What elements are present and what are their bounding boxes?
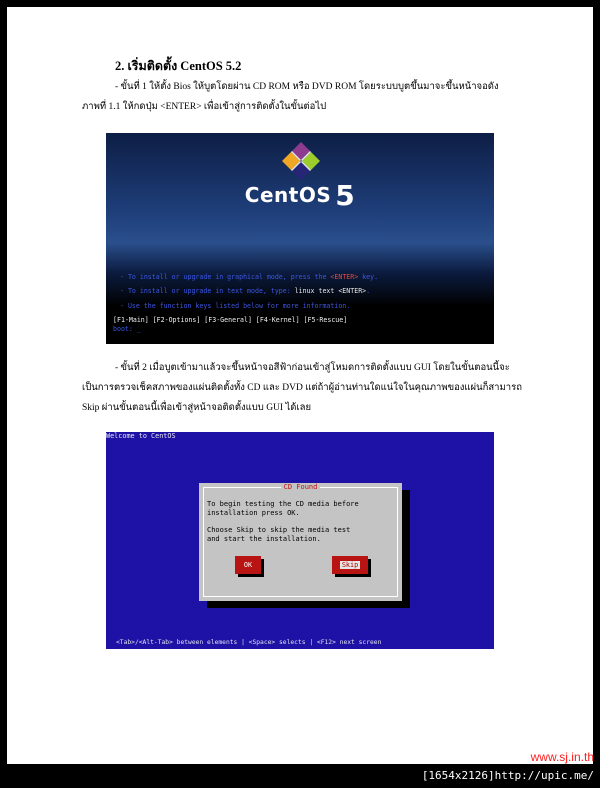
boot-line-2: - To install or upgrade in text mode, type: linux text <ENTER>. <box>120 287 371 295</box>
welcome-title: Welcome to CentOS <box>106 432 176 440</box>
boot-line-3: - Use the function keys listed below for more information. <box>120 302 351 310</box>
dialog-text-3: Choose Skip to skip the media test <box>207 526 351 534</box>
watermark-url[interactable]: www.sj.in.th <box>530 750 594 764</box>
ok-button[interactable]: OK <box>235 556 261 574</box>
dialog-title: CD Found <box>199 483 402 491</box>
paragraph-2-line-2: เป็นการตรวจเช็คสภาพของแผ่นติดตั้งทั้ง CD และ DVD แต่ถ้าผู้อ่านท่านใดแน่ใจในคุณภาพของแผ่นก็สามารถ <box>82 383 522 393</box>
function-keys-bar: [F1-Main] [F2-Options] [F3-General] [F4-Kernel] [F5-Rescue] <box>113 316 348 324</box>
skip-button[interactable]: Skip <box>332 556 368 574</box>
dialog-text-1: To begin testing the CD media before <box>207 500 359 508</box>
installer-media-check-screenshot <box>106 432 494 649</box>
dialog-text-2: installation press OK. <box>207 509 300 517</box>
installer-help-footer: <Tab>/<Alt-Tab> between elements | <Space> selects | <F12> next screen <box>116 639 382 646</box>
image-dimensions-label: [1654x2126]http://upic.me/ <box>421 769 594 782</box>
boot-line-1: - To install or upgrade in graphical mode, press the <ENTER> key. <box>120 273 379 281</box>
brand-name: CentOS <box>244 183 332 207</box>
paragraph-2-line-3: Skip ผ่านขั้นตอนนี้เพื่อเข้าสู่หน้าจอติดตั้งแบบ GUI ได้เลย <box>82 403 312 413</box>
boot-prompt[interactable]: boot: _ <box>113 325 141 333</box>
document-page <box>7 7 593 764</box>
cd-found-dialog <box>199 483 402 601</box>
brand-version: 5 <box>335 179 356 212</box>
paragraph-1-line-2: ภาพที่ 1.1 ให้กดปุ่ม <ENTER> เพื่อเข้าสู่การติดตั้งในขั้นต่อไป <box>82 102 327 112</box>
paragraph-2-line-1: - ขั้นที่ 2 เมื่อบูตเข้ามาแล้วจะขึ้นหน้าจอสีฟ้าก่อนเข้าสู่โหมดการติดตั้งแบบ GUI โดยในขั้นตอนนี้จะ <box>115 363 510 373</box>
centos-logo-icon <box>266 141 336 181</box>
centos-brand <box>106 179 494 212</box>
paragraph-1-line-1: - ขั้นที่ 1 ให้ตั้ง Bios ให้บูตโดยผ่าน CD ROM หรือ DVD ROM โดยระบบบูตขึ้นมาจะขึ้นหน้าจอดัง <box>115 82 499 92</box>
section-heading: 2. เริ่มติดตั้ง CentOS 5.2 <box>115 59 242 73</box>
dialog-text-4: and start the installation. <box>207 535 321 543</box>
centos-boot-screenshot <box>106 133 494 344</box>
